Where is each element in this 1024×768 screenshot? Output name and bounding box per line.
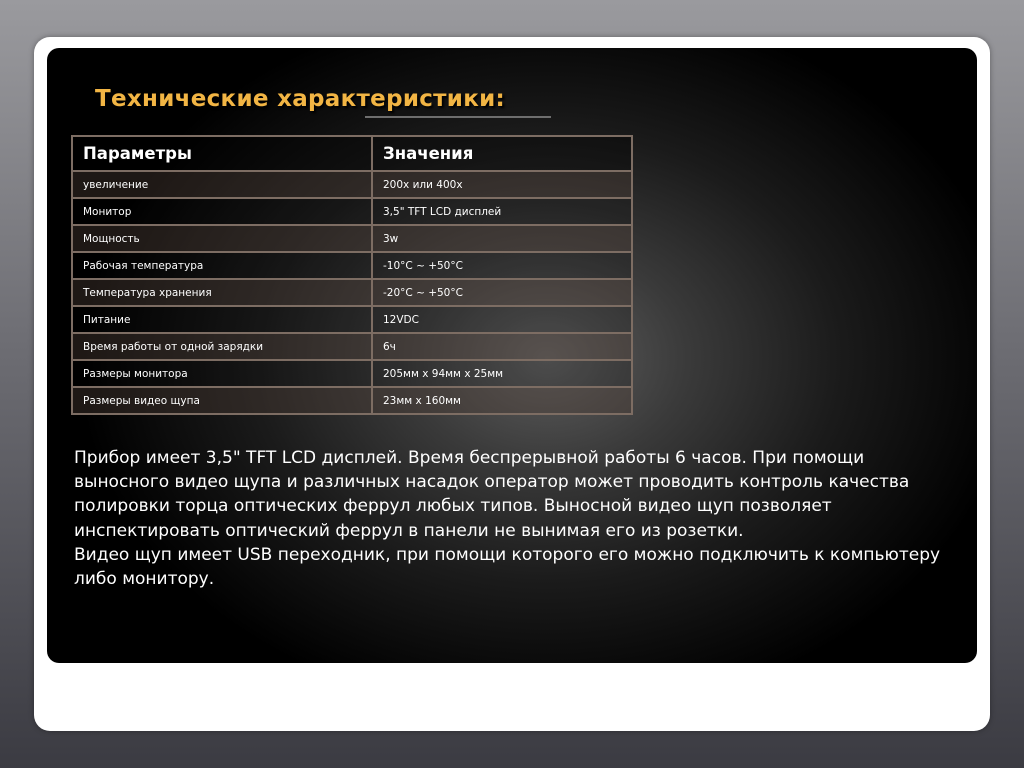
value-cell: 12VDC — [372, 306, 632, 333]
parameter-cell: Время работы от одной зарядки — [72, 333, 372, 360]
specifications-table — [71, 135, 633, 415]
value-cell: 3w — [372, 225, 632, 252]
description-paragraph: Видео щуп имеет USB переходник, при помощи которого его можно подключить к компьютеру либо монитору. — [74, 544, 941, 590]
table-row — [72, 306, 632, 333]
table-row — [72, 252, 632, 279]
value-cell: -10°C ~ +50°C — [372, 252, 632, 279]
slide-title: Технические характеристики: — [95, 86, 506, 112]
parameter-cell: Мощность — [72, 225, 372, 252]
table-header-row — [72, 136, 632, 171]
table-row — [72, 198, 632, 225]
table-row — [72, 387, 632, 414]
table-row — [72, 279, 632, 306]
table-row — [72, 360, 632, 387]
value-cell: 200x или 400x — [372, 171, 632, 198]
table-row — [72, 171, 632, 198]
value-cell: 3,5" TFT LCD дисплей — [372, 198, 632, 225]
column-header-values: Значения — [372, 136, 632, 171]
table-row — [72, 225, 632, 252]
description-paragraph: Прибор имеет 3,5" TFT LCD дисплей. Время беспрерывной работы 6 часов. При помощи выносного видео щупа и различных насадок оператор может проводить контроль качества полировки торца оптических феррул любых типов. Выносной видео щуп позволяет инспектировать оптический феррул в панели не вынимая его из розетки. — [74, 448, 910, 541]
title-underline — [365, 116, 551, 118]
description-text — [74, 446, 954, 591]
value-cell: -20°C ~ +50°C — [372, 279, 632, 306]
column-header-parameters: Параметры — [72, 136, 372, 171]
parameter-cell: увеличение — [72, 171, 372, 198]
slide-panel — [47, 48, 977, 663]
value-cell: 6ч — [372, 333, 632, 360]
parameter-cell: Температура хранения — [72, 279, 372, 306]
parameter-cell: Размеры монитора — [72, 360, 372, 387]
value-cell: 205мм x 94мм x 25мм — [372, 360, 632, 387]
parameter-cell: Питание — [72, 306, 372, 333]
parameter-cell: Монитор — [72, 198, 372, 225]
value-cell: 23мм x 160мм — [372, 387, 632, 414]
parameter-cell: Рабочая температура — [72, 252, 372, 279]
table-row — [72, 333, 632, 360]
parameter-cell: Размеры видео щупа — [72, 387, 372, 414]
